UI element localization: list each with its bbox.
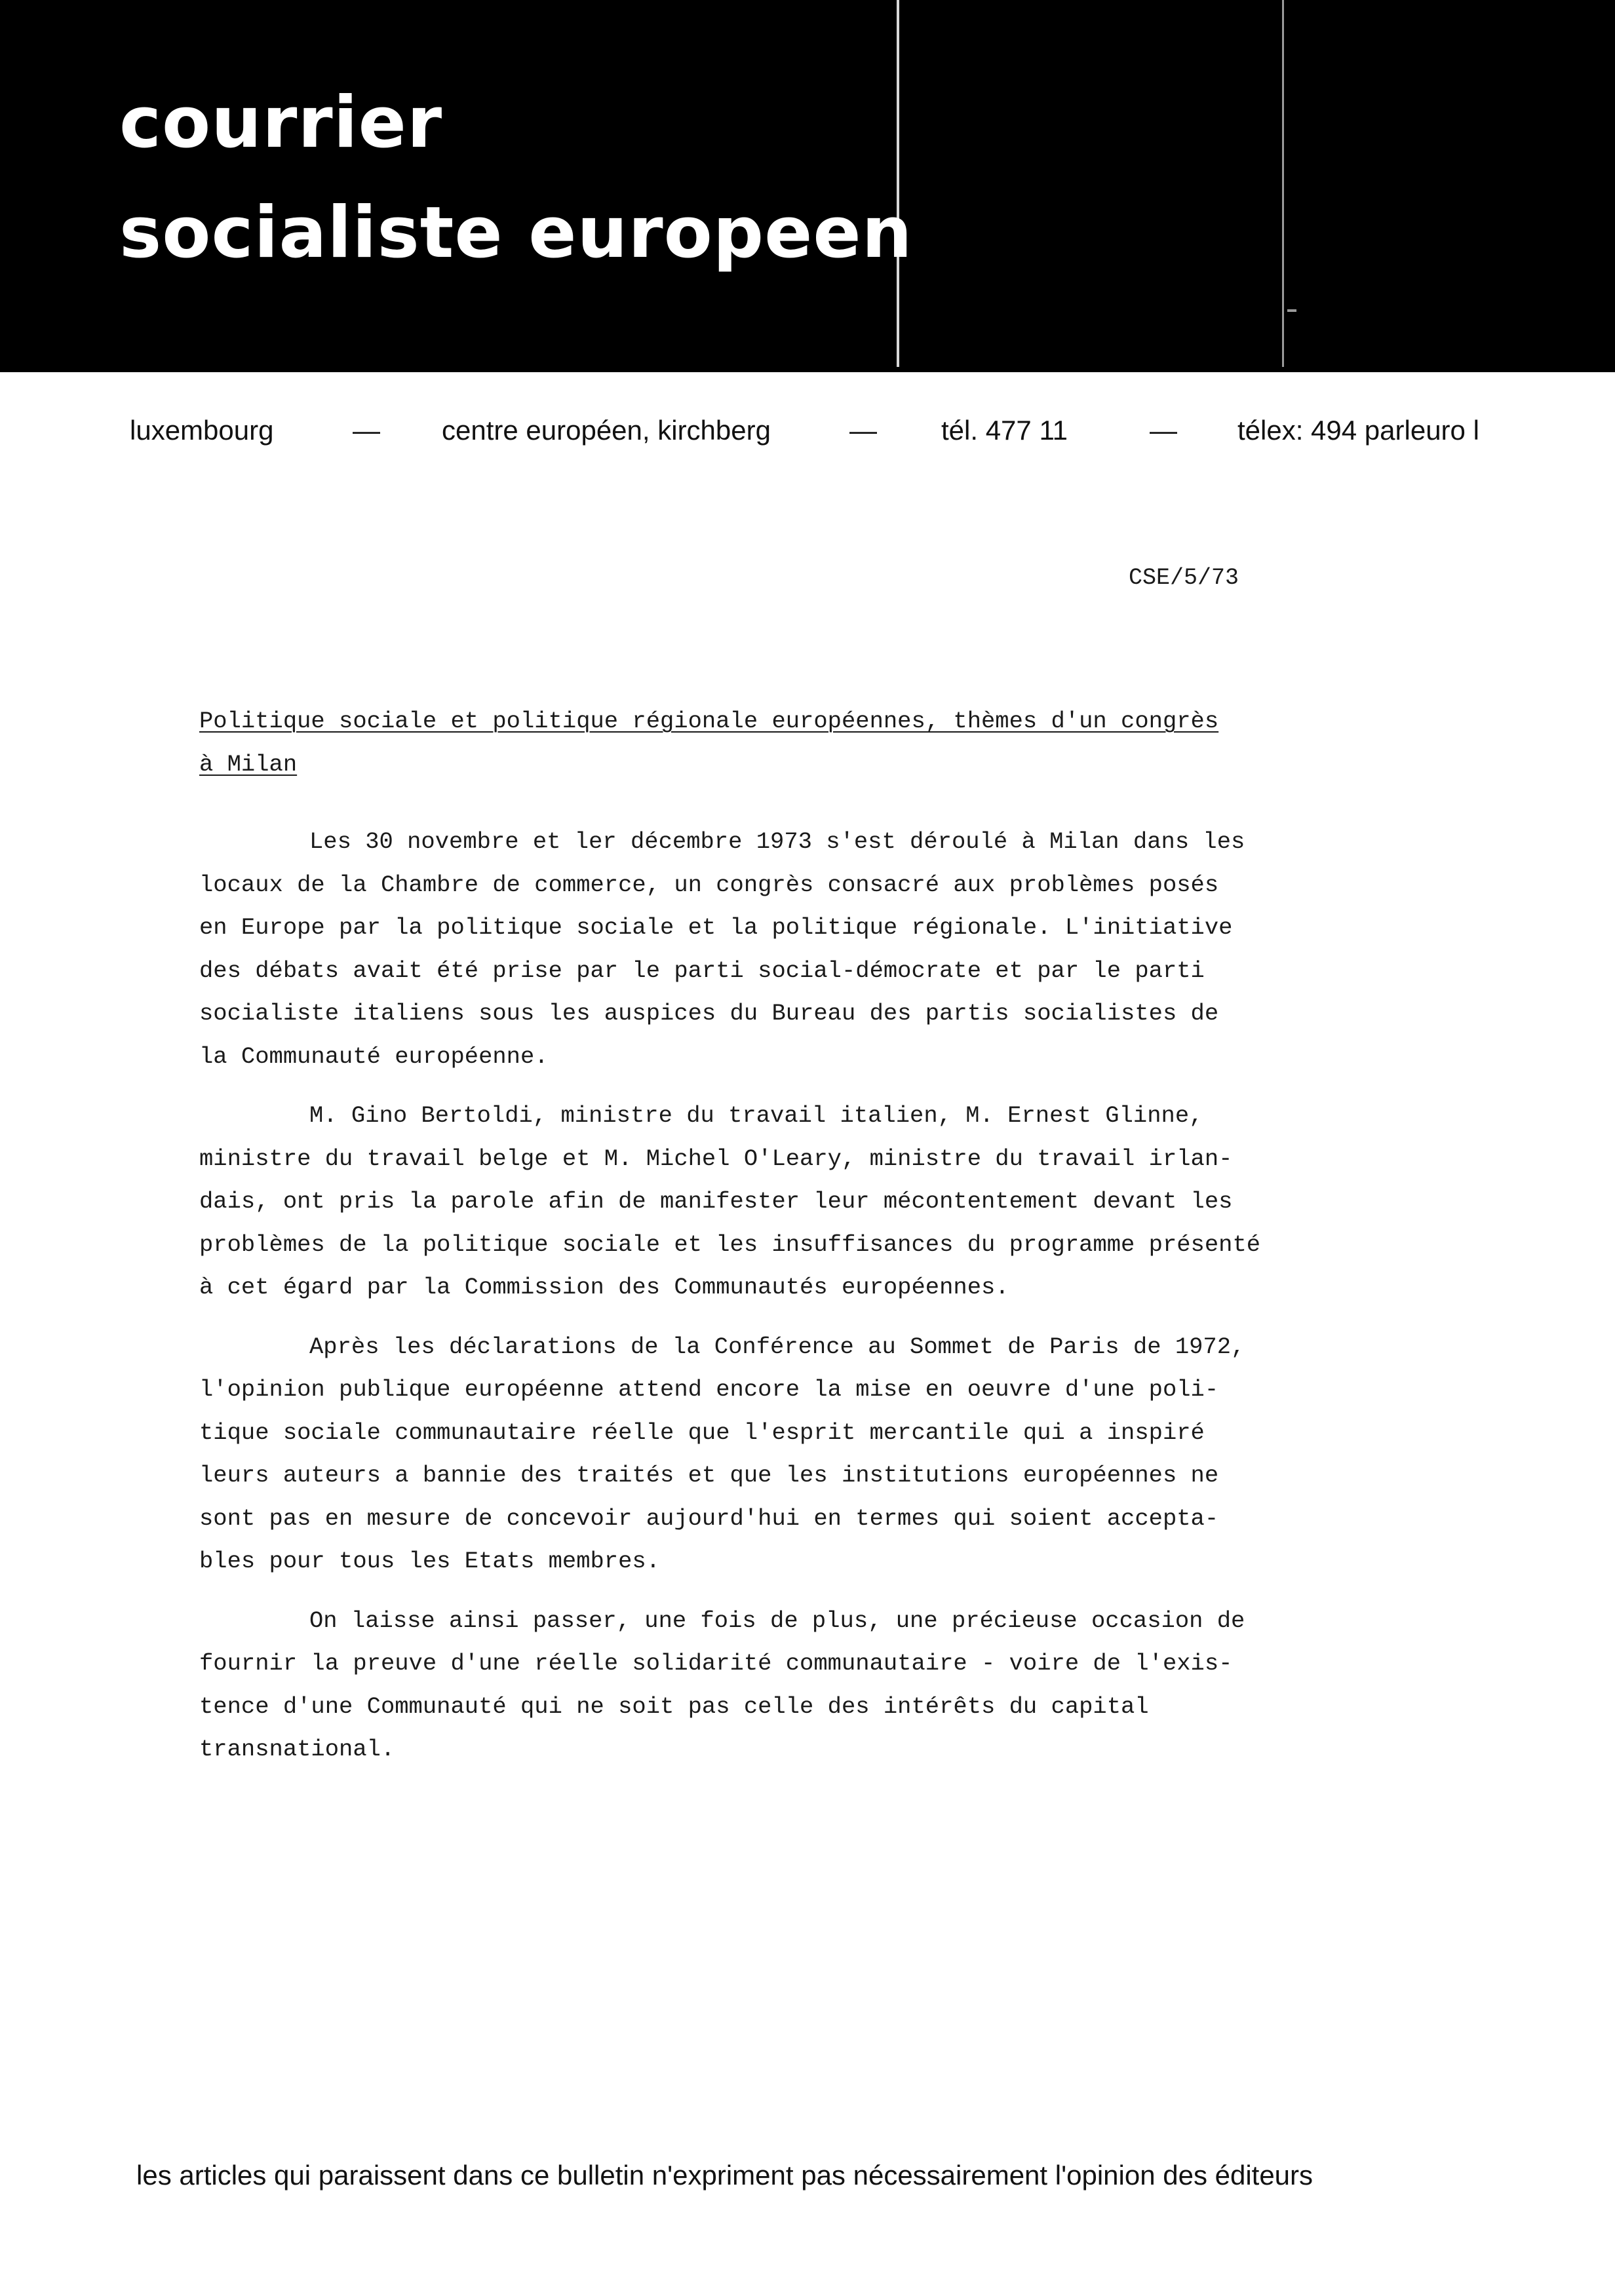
masthead-title — [119, 68, 912, 288]
masthead-title-line-2: socialiste europeen — [119, 192, 913, 274]
article-paragraph-1 — [199, 820, 1418, 1078]
text-line: socialiste italiens sous les auspices du Bureau des partis socialistes de — [199, 1000, 1219, 1027]
contact-separator: — — [849, 415, 877, 446]
article-title — [199, 700, 1418, 786]
text-line: fournir la preuve d'une réelle solidarité communautaire - voire de l'exis- — [199, 1650, 1233, 1677]
contact-separator: — — [1150, 415, 1177, 446]
text-line: tence d'une Communauté qui ne soit pas celle des intérêts du capital — [199, 1693, 1149, 1720]
text-line: bles pour tous les Etats membres. — [199, 1548, 661, 1575]
text-line: On laisse ainsi passer, une fois de plus, une précieuse occasion de — [309, 1607, 1245, 1634]
article-title-line: à Milan — [199, 751, 298, 778]
text-line: sont pas en mesure de concevoir aujourd'hui en termes qui soient accepta- — [199, 1504, 1219, 1532]
text-line: des débats avait été prise par le parti social-démocrate et par le parti — [199, 957, 1205, 984]
article-body — [199, 820, 1418, 1771]
article — [199, 700, 1418, 1788]
text-line: la Communauté européenne. — [199, 1043, 549, 1070]
text-line: l'opinion publique européenne attend encore la mise en oeuvre d'une poli- — [199, 1376, 1219, 1403]
text-line: Les 30 novembre et ler décembre 1973 s'est déroulé à Milan dans les — [309, 828, 1245, 855]
text-line: ministre du travail belge et M. Michel O'Leary, ministre du travail irlan- — [199, 1145, 1233, 1172]
text-line: tique sociale communautaire réelle que l'esprit mercantile qui a inspiré — [199, 1419, 1205, 1446]
text-line: problèmes de la politique sociale et les insuffisances du programme présenté — [199, 1231, 1261, 1258]
article-paragraph-2 — [199, 1094, 1418, 1309]
contact-city: luxembourg — [130, 415, 274, 446]
document-reference: CSE/5/73 — [1129, 565, 1239, 591]
text-line: en Europe par la politique sociale et la politique régionale. L'initiative — [199, 914, 1233, 941]
contact-separator: — — [353, 415, 380, 446]
text-line: locaux de la Chambre de commerce, un congrès consacré aux problèmes posés — [199, 871, 1219, 898]
contact-phone: tél. 477 11 — [941, 415, 1068, 446]
contact-address: centre européen, kirchberg — [442, 415, 771, 446]
contact-telex: télex: 494 parleuro l — [1237, 415, 1479, 446]
text-line: dais, ont pris la parole afin de manifester leur mécontentement devant les — [199, 1188, 1233, 1215]
article-paragraph-3 — [199, 1326, 1418, 1583]
text-line: leurs auteurs a bannie des traités et que les institutions européennes ne — [199, 1462, 1219, 1489]
article-title-line: Politique sociale et politique régionale européennes, thèmes d'un congrès — [199, 708, 1219, 735]
footer-disclaimer: les articles qui paraissent dans ce bulletin n'expriment pas nécessairement l'opinion des éditeurs — [136, 2160, 1313, 2191]
masthead-title-line-1: courrier — [119, 82, 443, 164]
text-line: Après les déclarations de la Conférence au Sommet de Paris de 1972, — [309, 1333, 1245, 1360]
masthead-rule-divider-right — [1282, 0, 1284, 367]
article-paragraph-4 — [199, 1599, 1418, 1771]
text-line: transnational. — [199, 1736, 395, 1763]
masthead-tick-mark — [1287, 309, 1296, 312]
text-line: M. Gino Bertoldi, ministre du travail italien, M. Ernest Glinne, — [309, 1102, 1203, 1129]
text-line: à cet égard par la Commission des Communautés européennes. — [199, 1274, 1009, 1301]
masthead-banner — [0, 0, 1615, 372]
